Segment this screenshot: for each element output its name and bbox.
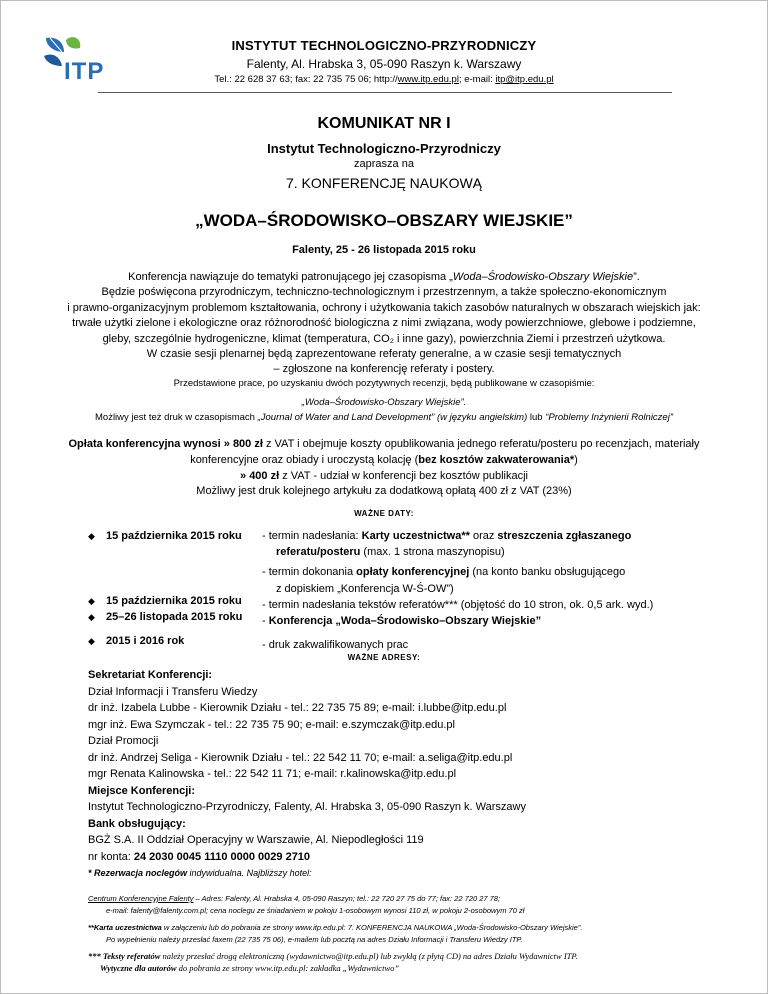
note-registration-card: **Karta uczestnictwa w załączeniu lub do pobrania ze strony www.itp.edu.pl: 7. KONFERENCJA NAUKOWA „Woda-Środowisko-Obszary Wiejskie”. Po wypełnieniu należy przesłać faxem (22 735 75 06), e-mailem lub pocztą na adres Działu Informacji i Transferu Wiedzy ITP. [88, 923, 583, 944]
header-divider [98, 92, 672, 93]
address-line: dr inż. Izabela Lubbe - Kierownik Działu - tel.: 22 735 75 89; e-mail: i.lubbe@itp.edu.pl [88, 702, 507, 714]
intro-line: trwałe użytki zielone i ekologiczne oraz różnorodność biologiczna z nimi związana, wody powierzchniowe, glebowe i podziemne, [72, 317, 696, 330]
date-label: 25–26 listopada 2015 roku [106, 611, 243, 623]
fee-line: Opłata konferencyjna wynosi » 800 zł z VAT i obejmuje koszty opublikowania jednego referatu/posteru po recenzjach, materiały [68, 438, 700, 450]
diamond-bullet-icon: ◆ [88, 636, 95, 646]
note-accommodation: * Rezerwacja noclegów indywidualna. Najbliższy hotel: [88, 868, 312, 878]
logo-text: ITP [64, 58, 105, 85]
address-line: Dział Promocji [88, 735, 159, 747]
organizer: Instytut Technologiczno-Przyrodniczy [267, 141, 501, 156]
intro-line: gleby, szczególnie hydrogeniczne, klimat (temperatura, CO₂ i inne gazy), powierzchnia Ziemi i przestrzeń użytkowa. [102, 332, 666, 345]
venue-title: Miejsce Konferencji: [88, 784, 195, 797]
date-desc-1: - termin nadesłania: Karty uczestnictwa** oraz streszczenia zgłaszanego referatu/posteru (max. 1 strona maszynopisu) - termin dokonania opłaty konferencyjnej (na konto banku obsługującego z dopiskiem „Konferencja W-Ś-OW”) - termin nadesłania tekstów referatów*** (objętość do 10 stron, ok. 0,5 ark. wyd.) - Konferencja „Woda–Środowisko–Obszary Wiejskie” - druk zakwalifikowanych prac [262, 530, 654, 652]
venue-address: Instytut Technologiczno-Przyrodniczy, Falenty, Al. Hrabska 3, 05-090 Raszyn k. Warszawy [88, 801, 526, 813]
addresses-block [88, 667, 526, 865]
address-line: Dział Informacji i Transferu Wiedzy [88, 685, 258, 698]
secretariat-title: Sekretariat Konferencji: [88, 669, 213, 681]
fee-line: konferencyjne oraz obiady i uroczystą kolację (bez kosztów zakwaterowania*) [190, 453, 578, 466]
diamond-bullet-icon: ◆ [88, 612, 95, 622]
fee-info [0, 437, 768, 500]
website-link[interactable]: www.itp.edu.pl [397, 74, 459, 85]
dates-heading: WAŻNE DATY: [354, 509, 414, 518]
diamond-bullet-icon: ◆ [88, 531, 95, 541]
bank-account: nr konta: 24 2030 0045 1110 0000 0029 2710 [88, 850, 311, 863]
announcement-title: KOMUNIKAT NR I [317, 115, 451, 132]
institution-name: INSTYTUT TECHNOLOGICZNO-PRZYRODNICZY [231, 38, 537, 53]
fee-line: » 400 zł z VAT - udział w konferencji bez kosztów publikacji [240, 469, 528, 482]
intro-line: i prawno-organizacyjnym problemom kształtowania, ochrony i użytkowania takich zasobów naturalnych w obszarach wiejskich jak: [67, 301, 701, 314]
date-label: 15 października 2015 roku [106, 595, 242, 607]
address-line: dr inż. Andrzej Seliga - Kierownik Działu - tel.: 22 542 11 70; e-mail: a.seliga@itp.edu.pl [88, 751, 513, 764]
publication-line: Przedstawione prace, po uzyskaniu dwóch pozytywnych recenzji, będą publikowane w czasopiśmie: [173, 378, 595, 389]
invites-text: zaprasza na [354, 158, 414, 170]
intro-paragraph [0, 270, 768, 378]
fee-line: Możliwy jest druk kolejnego artykułu za dodatkową opłatą 400 zł z VAT (23%) [196, 485, 572, 498]
date-label: 15 października 2015 roku [106, 530, 242, 542]
publication-info [0, 376, 768, 425]
letterhead [120, 38, 648, 85]
note-hotel: Centrum Konferencyjne Falenty – Adres: Falenty, Al. Hrabska 4, 05-090 Raszyn; tel.: 22 720 27 75 do 77; fax: 22 720 27 78; e-mail: falenty@falenty.com.pl; cena noclegu ze śniadaniem w pokoju 1-osobowym wynosi 110 zł, w pokoju 2-osobowym 70 zł [88, 894, 525, 915]
diamond-bullet-icon: ◆ [88, 596, 95, 606]
intro-line: W czasie sesji plenarnej będą zaprezentowane referaty generalne, a w czasie sesji tematycznych [146, 348, 622, 361]
conference-dates: Falenty, 25 - 26 listopada 2015 roku [292, 244, 476, 256]
addresses-heading: WAŻNE ADRESY: [347, 653, 421, 662]
publication-line: Możliwy jest też druk w czasopismach „Journal of Water and Land Development” (w języku angielskim) lub “Problemy Inżynierii Rolniczej” [95, 412, 673, 423]
email-link[interactable]: itp@itp.edu.pl [495, 74, 554, 85]
date-label: 2015 i 2016 rok [106, 635, 185, 647]
institution-contact: Tel.: 22 628 37 63; fax: 22 735 75 06; http://www.itp.edu.pl; e-mail: itp@itp.edu.pl [214, 74, 554, 85]
itp-logo [42, 36, 112, 85]
address-line: mgr inż. Ewa Szymczak - tel.: 22 735 75 90; e-mail: e.szymczak@itp.edu.pl [88, 718, 455, 731]
bank-title: Bank obsługujący: [88, 817, 186, 830]
intro-line: Konferencja nawiązuje do tematyki patronującego jej czasopisma „Woda–Środowisko-Obszary Wiejskie”. [128, 271, 640, 283]
note-papers: *** Teksty referatów należy przesłać drogą elektroniczną (wydawnictwo@itp.edu.pl) lub zwykłą (z płytą CD) na adres Działu Wydawnictw ITP. Wytyczne dla autorów do pobrania ze strony www.itp.edu.pl: zakładka „Wydawnictwo” [88, 951, 578, 973]
intro-line: – zgłoszone na konferencję referaty i postery. [273, 363, 495, 376]
conference-name: „WODA–ŚRODOWISKO–OBSZARY WIEJSKIE” [195, 211, 573, 230]
bank-name: BGŻ S.A. II Oddział Operacyjny w Warszawie, Al. Niepodległości 119 [88, 834, 424, 846]
conference-number: 7. KONFERENCJĘ NAUKOWĄ [285, 175, 483, 191]
institution-address: Falenty, Al. Hrabska 3, 05-090 Raszyn k. Warszawy [246, 57, 522, 71]
intro-line: Będzie poświęcona przyrodniczym, techniczno-technologicznym i przestrzennym, a także społeczno-ekonomicznym [101, 286, 667, 299]
address-line: mgr Renata Kalinowska - tel.: 22 542 11 71; e-mail: r.kalinowska@itp.edu.pl [88, 768, 457, 780]
publication-journal: „Woda–Środowisko-Obszary Wiejskie”. [301, 397, 467, 408]
